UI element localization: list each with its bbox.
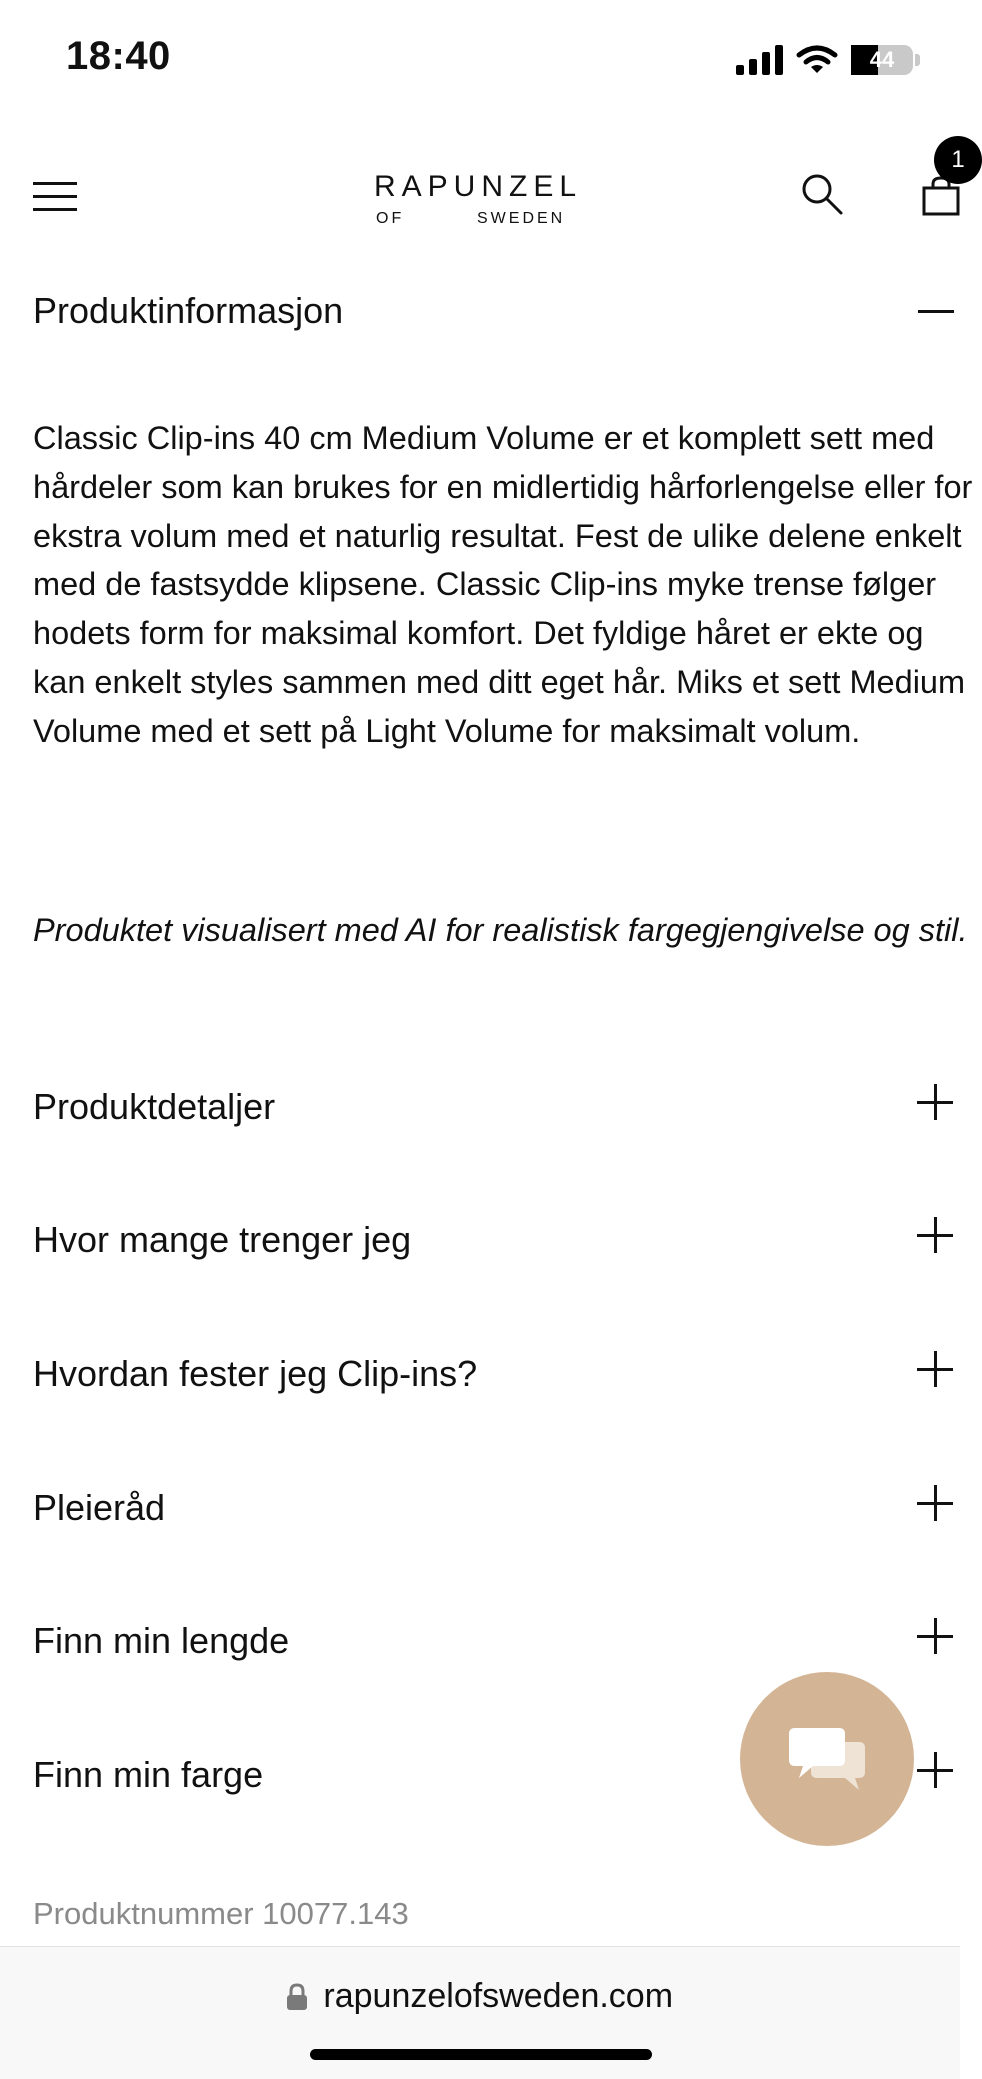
accordion-header-hvordan-fester[interactable] <box>0 1333 960 1413</box>
accordion-header-produktdetaljer[interactable] <box>0 1066 960 1146</box>
battery-cap <box>915 54 920 66</box>
plus-icon[interactable] <box>917 1752 953 1788</box>
accordion-title: Hvor mange trenger jeg <box>33 1219 412 1260</box>
accordion-title: Produktdetaljer <box>33 1086 276 1127</box>
plus-icon[interactable] <box>917 1485 953 1521</box>
plus-icon[interactable] <box>917 1351 953 1387</box>
status-time: 18:40 <box>66 34 171 78</box>
battery-level: 44 <box>869 47 895 72</box>
accordion-title: Finn min lengde <box>33 1620 290 1661</box>
search-icon[interactable] <box>800 172 844 216</box>
chat-bubbles-icon <box>787 1724 867 1796</box>
logo-of: OF <box>376 210 405 227</box>
product-description: Classic Clip-ins 40 cm Medium Volume er et komplett sett med hårdeler som kan brukes for en midlertidig hårforlengelse eller for ekstra volum med et naturlig resultat. Fest de ulike delene enkelt med de fastsydde klipsene. Classic Clip-ins myke trense følger hodets form for maksimal komfort. Det fyldige håret er ekte og kan enkelt styles sammen med ditt eget hår. Miks et sett Medium Volume med et sett på Light Volume for maksimalt volum. <box>33 420 973 749</box>
accordion-header-produktinformasjon[interactable] <box>0 270 960 360</box>
accordion-title: Finn min farge <box>33 1754 264 1795</box>
browser-url-bar[interactable] <box>0 1946 960 2079</box>
accordion-title: Hvordan fester jeg Clip-ins? <box>33 1353 478 1394</box>
site-logo[interactable] <box>374 170 583 230</box>
ai-visualization-note: Produktet visualisert med AI for realistisk fargegjengivelse og stil. <box>33 912 968 948</box>
home-indicator <box>310 2049 652 2060</box>
status-bar <box>0 0 960 120</box>
product-number: Produktnummer 10077.143 <box>33 1896 409 1931</box>
url-text[interactable]: rapunzelofsweden.com <box>323 1977 674 2015</box>
minus-icon[interactable] <box>918 310 954 313</box>
chat-button[interactable] <box>740 1672 914 1846</box>
plus-icon[interactable] <box>917 1217 953 1253</box>
menu-icon[interactable] <box>33 182 77 212</box>
accordion-title: Produktinformasjon <box>33 290 344 331</box>
logo-main: RAPUNZEL <box>374 170 583 203</box>
accordion-header-hvor-mange[interactable] <box>0 1199 960 1279</box>
url-wrap[interactable] <box>0 1977 960 2016</box>
lock-icon <box>287 1984 307 2010</box>
accordion-header-finn-min-lengde[interactable] <box>0 1600 960 1680</box>
battery-icon <box>851 45 913 75</box>
accordion-header-pleierad[interactable] <box>0 1467 960 1547</box>
logo-sweden: SWEDEN <box>477 210 566 227</box>
accordion-title: Pleieråd <box>33 1487 166 1528</box>
cart-count-badge[interactable]: 1 <box>934 136 982 184</box>
plus-icon[interactable] <box>917 1084 953 1120</box>
signal-icon <box>736 45 783 75</box>
plus-icon[interactable] <box>917 1618 953 1654</box>
status-icons <box>736 42 920 78</box>
site-header <box>0 140 965 250</box>
wifi-icon <box>797 45 837 75</box>
